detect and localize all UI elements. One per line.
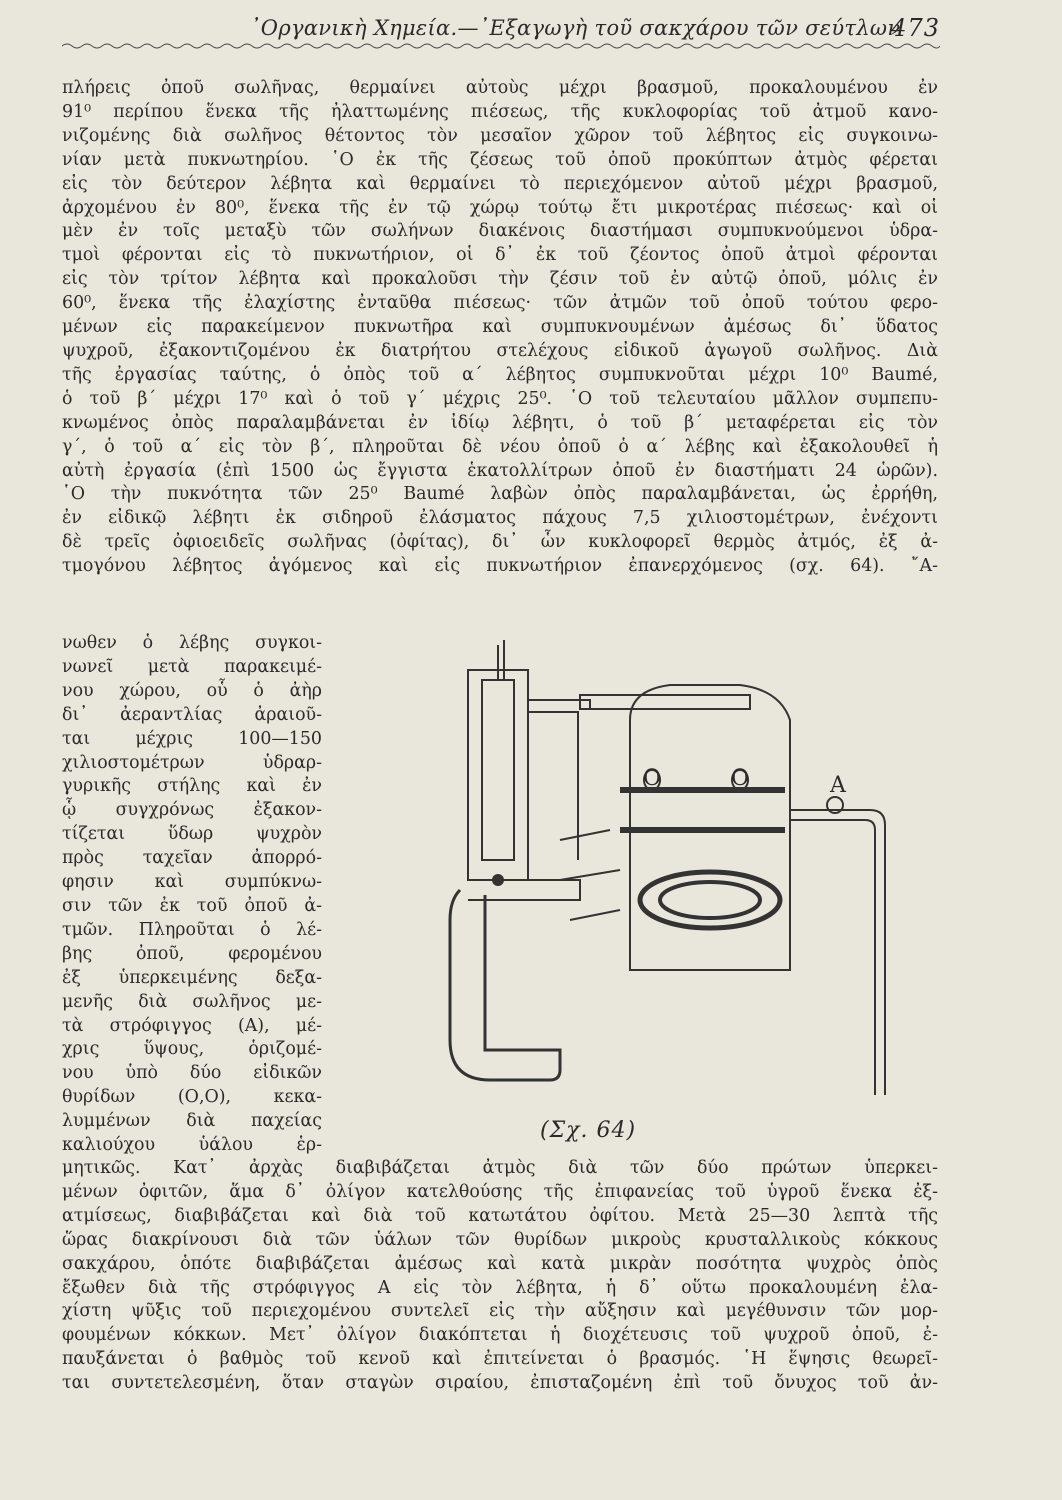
text-line: εἰς τὸν δεύτερον λέβητα καὶ θερμαίνει τὸ περιεχόμενον αὐτοῦ μέχρι βρασμοῦ, bbox=[62, 173, 938, 194]
text-line: νίαν μετὰ πυκνωτηρίου. ῾Ο ἐκ τῆς ζέσεως τοῦ ὀποῦ προκύπτων ἀτμὸς φέρεται bbox=[62, 149, 938, 170]
text-line: ἐν εἰδικῷ λέβητι ἐκ σιδηροῦ ἐλάσματος πάχους 7,5 χιλιοστομέτρων, ἐνέχοντι bbox=[62, 508, 938, 529]
text-line: νωθεν ὁ λέβης συγκοι- bbox=[62, 633, 322, 653]
vacuum-pan-figure bbox=[440, 640, 920, 1110]
text-line: νου χώρου, οὗ ὁ ἀὴρ bbox=[62, 680, 322, 701]
text-line: ψυχροῦ, ἐξακοντιζομένου ἐκ διατρήτου στελέχους εἰδικοῦ ἀγωγοῦ σωλῆνος. Διὰ bbox=[62, 340, 938, 361]
text-line: 91⁰ περίπου ἕνεκα τῆς ἠλαττωμένης πιέσεως, τῆς κυκλοφορίας τοῦ ἀτμοῦ κανο- bbox=[62, 101, 938, 122]
text-line: τμογόνου λέβητος ἀγόμενος καὶ εἰς πυκνωτήριον ἐπανερχόμενος (σχ. 64). ῎Α- bbox=[62, 556, 938, 577]
tap-label-a: Α bbox=[830, 773, 846, 798]
text-line: ὥρας διακρίνουσι διὰ τῶν ὑάλων τῶν θυρίδων μικροὺς κρυσταλλικοὺς κόκκους bbox=[62, 1229, 938, 1250]
text-line: δὲ τρεῖς ὀφιοειδεῖς σωλῆνας (ὀφίτας), δι᾿ ὧν κυκλοφορεῖ θερμὸς ἀτμός, ἐξ ἀ- bbox=[62, 532, 938, 553]
text-line: πρὸς ταχεῖαν ἀπορρό- bbox=[62, 848, 322, 869]
text-line: ἀρχομένου ἐν 80⁰, ἕνεκα τῆς ἐν τῷ χώρῳ τούτῳ ἔτι μικροτέρας πιέσεως· καὶ οἱ bbox=[62, 197, 938, 218]
text-line: μητικῶς. Κατ᾿ ἀρχὰς διαβιβάζεται ἀτμὸς διὰ τῶν δύο πρώτων ὑπερκει- bbox=[62, 1158, 938, 1178]
text-line: μένων ὀφιτῶν, ἅμα δ᾿ ὀλίγον κατελθούσης τῆς ἐπιφανείας τοῦ ὑγροῦ ἕνεκα ἐξ- bbox=[62, 1181, 938, 1202]
text-line: φησιν καὶ συμπύκνω- bbox=[62, 872, 322, 893]
text-line: λυμμένων διὰ παχείας bbox=[62, 1111, 322, 1132]
text-line: τμῶν. Πληροῦται ὁ λέ- bbox=[62, 919, 322, 940]
window-label-o2: Ο bbox=[730, 766, 750, 791]
text-line: θυρίδων (Ο,Ο), κεκα- bbox=[62, 1087, 322, 1108]
text-line: σακχάρου, ὁπότε διαβιβάζεται ἀμέσως καὶ κατὰ μικρὰν ποσότητα ψυχρὸς ὀπὸς bbox=[62, 1253, 938, 1274]
text-line: μένων εἰς παρακείμενον πυκνωτῆρα καὶ συμπυκνουμένων ἀμέσως δι᾿ ὕδατος bbox=[62, 317, 938, 338]
text-line: χρις ὕψους, ὁριζομέ- bbox=[62, 1039, 322, 1060]
window-label-o1: Ο bbox=[642, 766, 662, 791]
inner-tube bbox=[482, 680, 514, 860]
text-line: ῾Ο τὴν πυκνότητα τῶν 25⁰ Baumé λαβὼν ὀπὸς παραλαμβάνεται, ὡς ἐρρήθη, bbox=[62, 484, 938, 505]
text-line: γυρικῆς στήλης καὶ ἐν bbox=[62, 776, 322, 797]
text-line: ται συντετελεσμένη, ὅταν σταγὼν σιραίου, ἐπισταζομένη ἐπὶ τοῦ ὄνυχος τοῦ ἀν- bbox=[62, 1373, 938, 1394]
text-line: χίστη ψῦξις τοῦ περιεχομένου συντελεῖ εἰς τὴν αὔξησιν καὶ μεγέθυνσιν τῶν μορ- bbox=[62, 1301, 938, 1322]
figure-caption: (Σχ. 64) bbox=[540, 1118, 637, 1143]
wavy-header-rule bbox=[62, 42, 940, 50]
text-line: εἰς τὸν τρίτον λέβητα καὶ προκαλοῦσι τὴν ζέσιν τοῦ ἐν αὐτῷ ὀποῦ, μόλις ἐν bbox=[62, 269, 938, 290]
text-line: καλιούχου ὑάλου ἑρ- bbox=[62, 1135, 322, 1156]
text-line: νιζομένης διὰ σωλῆνος θέτοντος τὸν μεσαῖον χῶρον τοῦ λέβητος εἰς συγκοινω- bbox=[62, 125, 938, 146]
text-line: χιλιοστομέτρων ὑδραρ- bbox=[62, 752, 322, 773]
text-line: ἐξ ὑπερκειμένης δεξα- bbox=[62, 967, 322, 988]
body-text-bottom bbox=[62, 1157, 938, 1396]
text-line: βης ὀποῦ, φερομένου bbox=[62, 943, 322, 964]
text-line: ἔξωθεν διὰ τῆς στρόφιγγος Α εἰς τὸν λέβητα, ἡ δ᾿ οὕτω προκαλουμένη ἐλα- bbox=[62, 1277, 938, 1298]
text-line: δι᾿ ἀεραντλίας ἀραιοῦ- bbox=[62, 704, 322, 725]
text-line: μὲν ἐν τοῖς μεταξὺ τῶν σωλήνων διακένοις διαστήμασι συμπυκνούμενοι ὑδρα- bbox=[62, 221, 938, 242]
text-line: ὁ τοῦ β΄ μέχρι 17⁰ καὶ ὁ τοῦ γ΄ μέχρις 25⁰. ῾Ο τοῦ τελευταίου μᾶλλον συμπεπυ- bbox=[62, 388, 938, 409]
text-line: ται μέχρις 100—150 bbox=[62, 728, 322, 749]
steam-column bbox=[468, 670, 528, 880]
body-text-top bbox=[62, 77, 938, 579]
header-title: ᾿Οργανικὴ Χημεία.—᾿Εξαγωγὴ τοῦ σακχάρου τῶν σεύτλων bbox=[250, 16, 901, 40]
text-line: τῆς ἐργασίας ταύτης, ὁ ὀπὸς τοῦ α΄ λέβητος συμπυκνοῦται μέχρι 10⁰ Baumé, bbox=[62, 364, 938, 385]
text-line: νωνεῖ μετὰ παρακειμέ- bbox=[62, 656, 322, 677]
text-line: ατμίσεως, διαβιβάζεται καὶ διὰ τοῦ κατωτάτου ὀφίτου. Μετὰ 25—30 λεπτὰ τῆς bbox=[62, 1205, 938, 1226]
body-text-wrapped bbox=[62, 632, 322, 1158]
text-line: 60⁰, ἕνεκα τῆς ἐλαχίστης ἐνταῦθα πιέσεως· τῶν ἀτμῶν τοῦ ὀποῦ τούτου φερο- bbox=[62, 293, 938, 314]
text-line: πλήρεις ὀποῦ σωλῆνας, θερμαίνει αὐτοὺς μέχρι βρασμοῦ, προκαλουμένου ἐν bbox=[62, 78, 938, 98]
text-line: αὐτὴ ἐργασία (ἐπὶ 1500 ὡς ἔγγιστα ἑκατολλίτρων ὀποῦ ἐν διαστήματι 24 ὡρῶν). bbox=[62, 460, 938, 481]
page-number: 473 bbox=[891, 14, 940, 42]
text-line: τίζεται ὕδωρ ψυχρὸν bbox=[62, 824, 322, 845]
text-line: παυξάνεται ὁ βαθμὸς τοῦ κενοῦ καὶ ἐπιτείνεται ὁ βρασμός. ῾Η ἕψησις θεωρεῖ- bbox=[62, 1349, 938, 1370]
text-line: μενῆς διὰ σωλῆνος με- bbox=[62, 991, 322, 1012]
text-line: ᾧ συγχρόνως ἐξακον- bbox=[62, 800, 322, 821]
text-line: τὰ στρόφιγγος (Α), μέ- bbox=[62, 1015, 322, 1036]
text-line: κνωμένος ὀπὸς παραλαμβάνεται ἐν ἰδίῳ λέβητι, ὁ τοῦ β΄ μεταφέρεται εἰς τὸν bbox=[62, 412, 938, 433]
text-line: φουμένων κόκκων. Μετ᾿ ὀλίγον διακόπτεται ἡ διοχέτευσις τοῦ ψυχροῦ ὀποῦ, ἐ- bbox=[62, 1325, 938, 1346]
text-line: τμοὶ φέρονται εἰς τὸ πυκνωτήριον, οἱ δ᾿ ἐκ τοῦ ζέοντος ὀποῦ ἀτμοὶ φέρονται bbox=[62, 245, 938, 266]
text-line: γ΄, ὁ τοῦ α΄ εἰς τὸν β΄, πληροῦται δὲ νέου ὀποῦ ὁ α΄ λέβης καὶ ἐξακολουθεῖ ἡ bbox=[62, 436, 938, 457]
text-line: νου ὑπὸ δύο εἰδικῶν bbox=[62, 1063, 322, 1084]
text-line: σιν τῶν ἐκ τοῦ ὀποῦ ἀ- bbox=[62, 895, 322, 916]
